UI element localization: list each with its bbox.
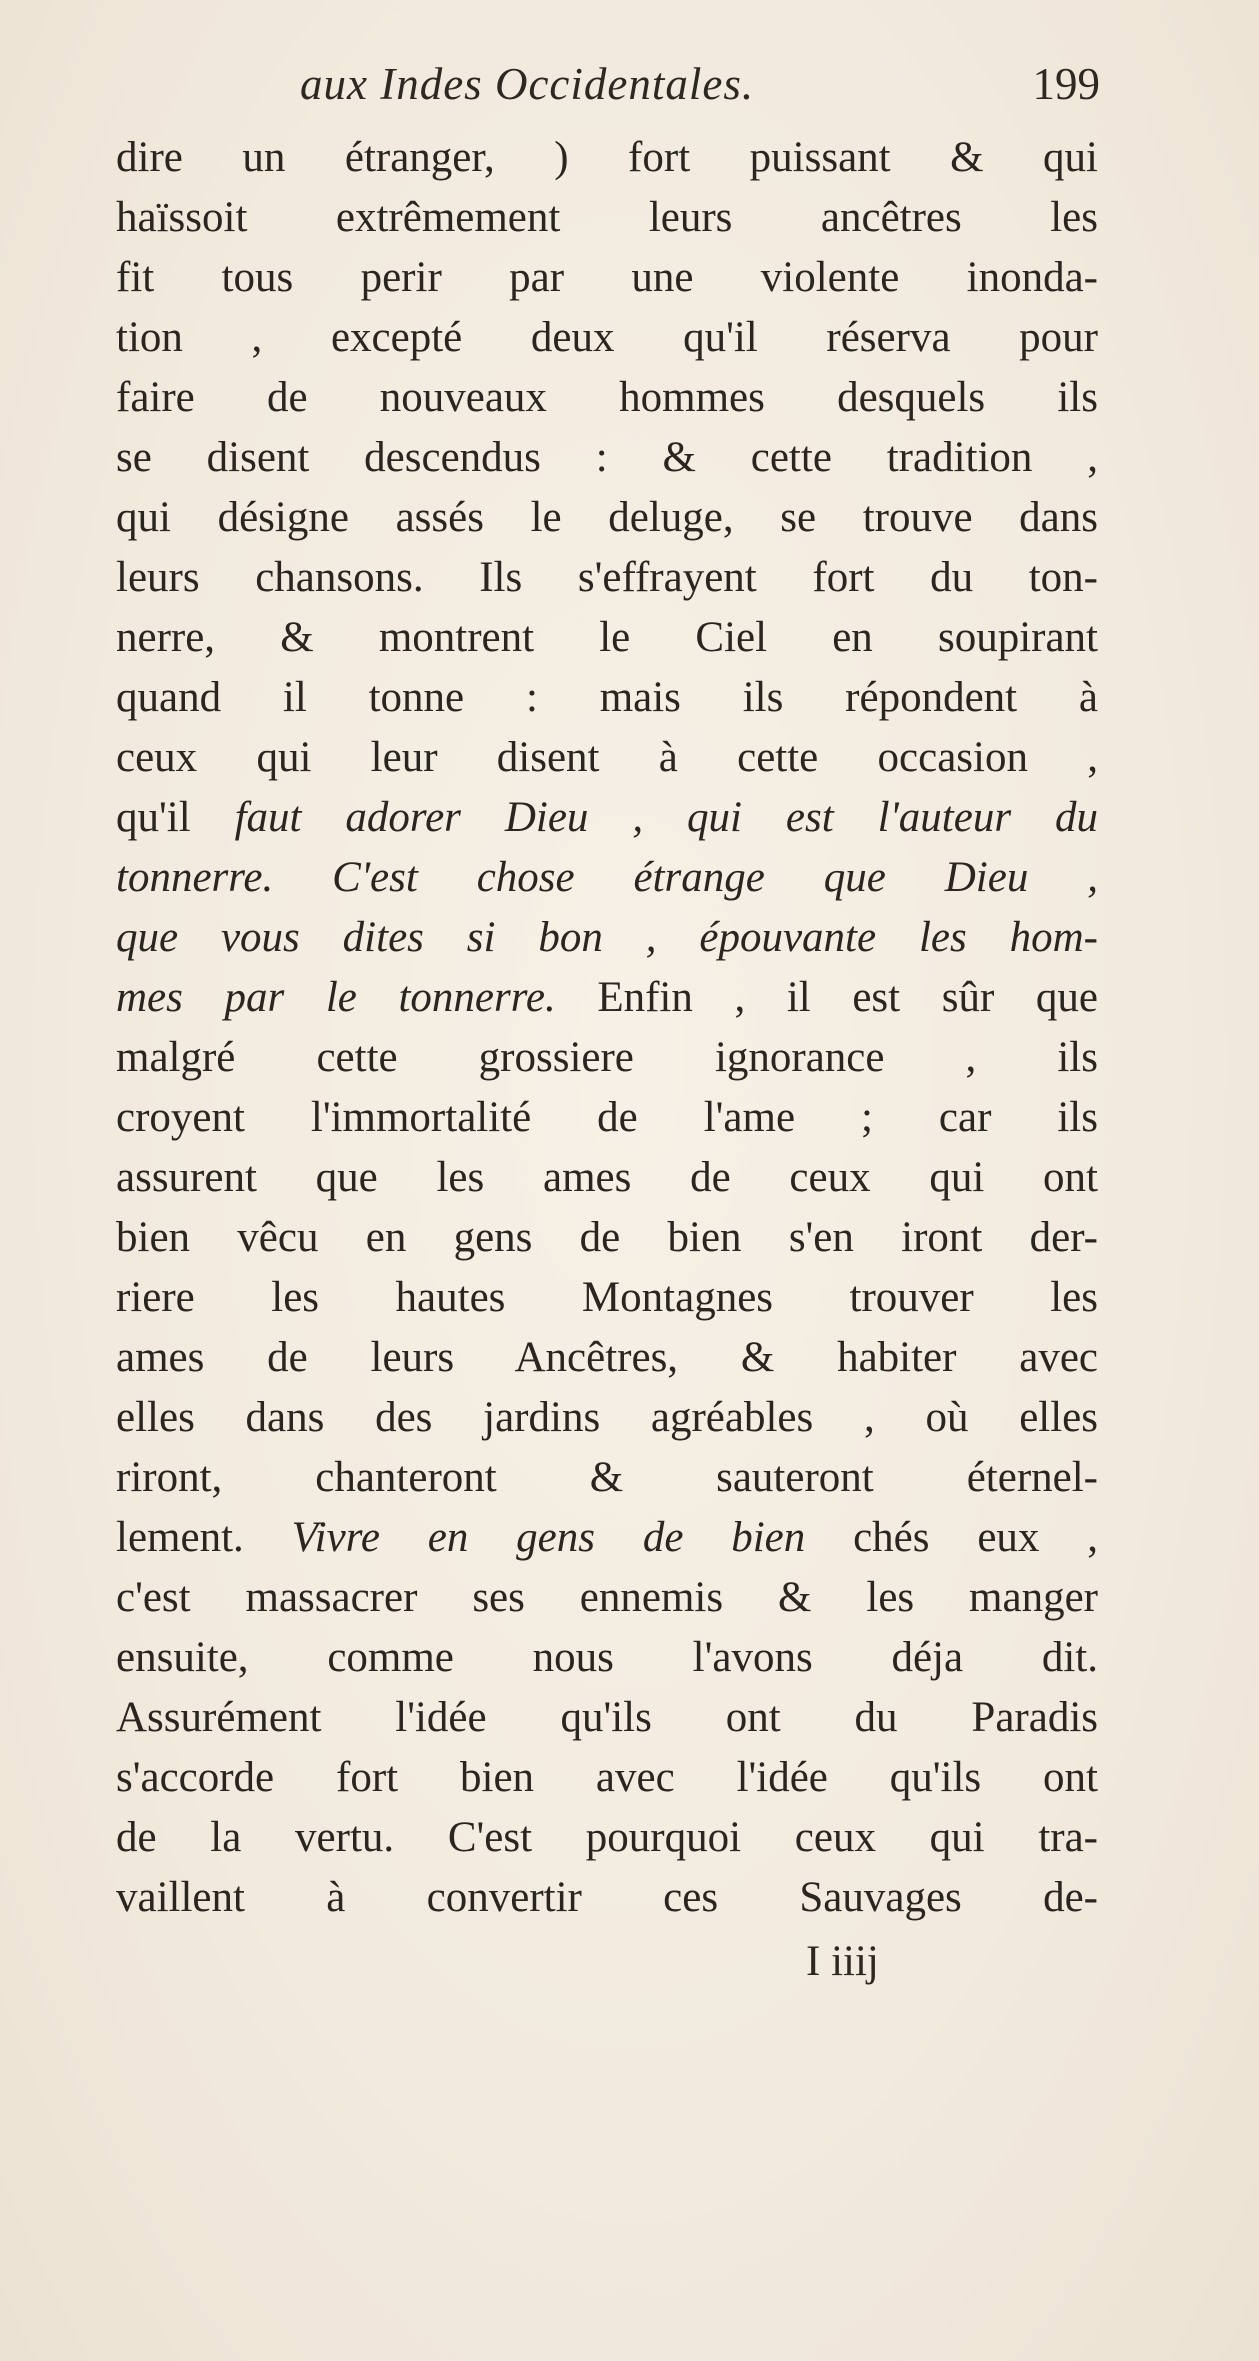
running-title: aux Indes Occidentales. [300, 59, 755, 109]
italic-text-segment: tonnerre. C'est chose étrange que Dieu , [116, 854, 1098, 901]
text-segment: ceux qui leur disent à cette occasion , [116, 734, 1098, 781]
text-segment: croyent l'immortalité de l'ame ; car ils [116, 1094, 1098, 1141]
text-line [116, 308, 1098, 368]
text-line [116, 1748, 1098, 1808]
signature-mark: I iiij [806, 1938, 879, 1985]
text-line [116, 968, 1098, 1028]
italic-text-segment: mes par le tonnerre. [116, 974, 556, 1021]
text-segment: qui désigne assés le deluge, se trouve dans [116, 494, 1098, 541]
text-segment: quand il tonne : mais ils répondent à [116, 674, 1098, 721]
italic-text-segment: que vous dites si bon , épouvante les hom- [116, 914, 1098, 961]
text-line [116, 1628, 1098, 1688]
text-line [116, 1508, 1098, 1568]
text-line [116, 548, 1098, 608]
text-line [116, 428, 1098, 488]
text-line [116, 1568, 1098, 1628]
text-line [116, 1448, 1098, 1508]
text-segment: fit tous perir par une violente inonda- [116, 254, 1098, 301]
text-segment: assurent que les ames de ceux qui ont [116, 1154, 1098, 1201]
text-segment: haïssoit extrêmement leurs ancêtres les [116, 194, 1098, 241]
text-line [116, 188, 1098, 248]
text-line [116, 1388, 1098, 1448]
text-line [116, 248, 1098, 308]
text-segment: malgré cette grossiere ignorance , ils [116, 1034, 1098, 1081]
text-segment: s'accorde fort bien avec l'idée qu'ils ont [116, 1754, 1098, 1801]
text-segment: faire de nouveaux hommes desquels ils [116, 374, 1098, 421]
text-line [116, 1028, 1098, 1088]
text-line [116, 1328, 1098, 1388]
text-segment: ames de leurs Ancêtres, & habiter avec [116, 1334, 1098, 1381]
text-segment: riront, chanteront & sauteront éternel- [116, 1454, 1098, 1501]
text-line [116, 1808, 1098, 1868]
text-line [116, 668, 1098, 728]
body-text [116, 128, 1098, 1928]
text-line [116, 788, 1098, 848]
italic-text-segment: Vivre en gens de bien [291, 1514, 806, 1561]
text-line [116, 1868, 1098, 1928]
italic-text-segment: faut adorer Dieu , qui est l'auteur du [234, 794, 1098, 841]
text-segment: dire un étranger, ) fort puissant & qui [116, 134, 1098, 181]
page-header [120, 58, 1100, 128]
text-segment: vaillent à convertir ces Sauvages de- [116, 1874, 1098, 1921]
text-segment: de la vertu. C'est pourquoi ceux qui tra- [116, 1814, 1098, 1861]
text-segment: ensuite, comme nous l'avons déja dit. [116, 1634, 1098, 1681]
text-line [116, 488, 1098, 548]
text-segment: riere les hautes Montagnes trouver les [116, 1274, 1098, 1321]
text-line [116, 1208, 1098, 1268]
text-segment: qu'il [116, 794, 235, 841]
text-line [116, 128, 1098, 188]
text-segment: Enfin , il est sûr que [555, 974, 1098, 1021]
text-line [116, 1088, 1098, 1148]
text-segment: c'est massacrer ses ennemis & les manger [116, 1574, 1098, 1621]
text-line [116, 908, 1098, 968]
text-segment: chés eux , [805, 1514, 1098, 1561]
text-segment: Assurément l'idée qu'ils ont du Paradis [116, 1694, 1098, 1741]
text-segment: leurs chansons. Ils s'effrayent fort du ton- [116, 554, 1098, 601]
text-line [116, 1688, 1098, 1748]
text-segment: tion , excepté deux qu'il réserva pour [116, 314, 1098, 361]
text-line [116, 1148, 1098, 1208]
text-segment: se disent descendus : & cette tradition , [116, 434, 1098, 481]
text-segment: lement. [116, 1514, 292, 1561]
text-segment: nerre, & montrent le Ciel en soupirant [116, 614, 1098, 661]
text-line [116, 608, 1098, 668]
text-line [116, 848, 1098, 908]
text-line [116, 1268, 1098, 1328]
text-line [116, 368, 1098, 428]
text-line [116, 728, 1098, 788]
text-segment: elles dans des jardins agréables , où elles [116, 1394, 1098, 1441]
page-number: 199 [1032, 59, 1100, 109]
text-segment: bien vêcu en gens de bien s'en iront der- [116, 1214, 1098, 1261]
